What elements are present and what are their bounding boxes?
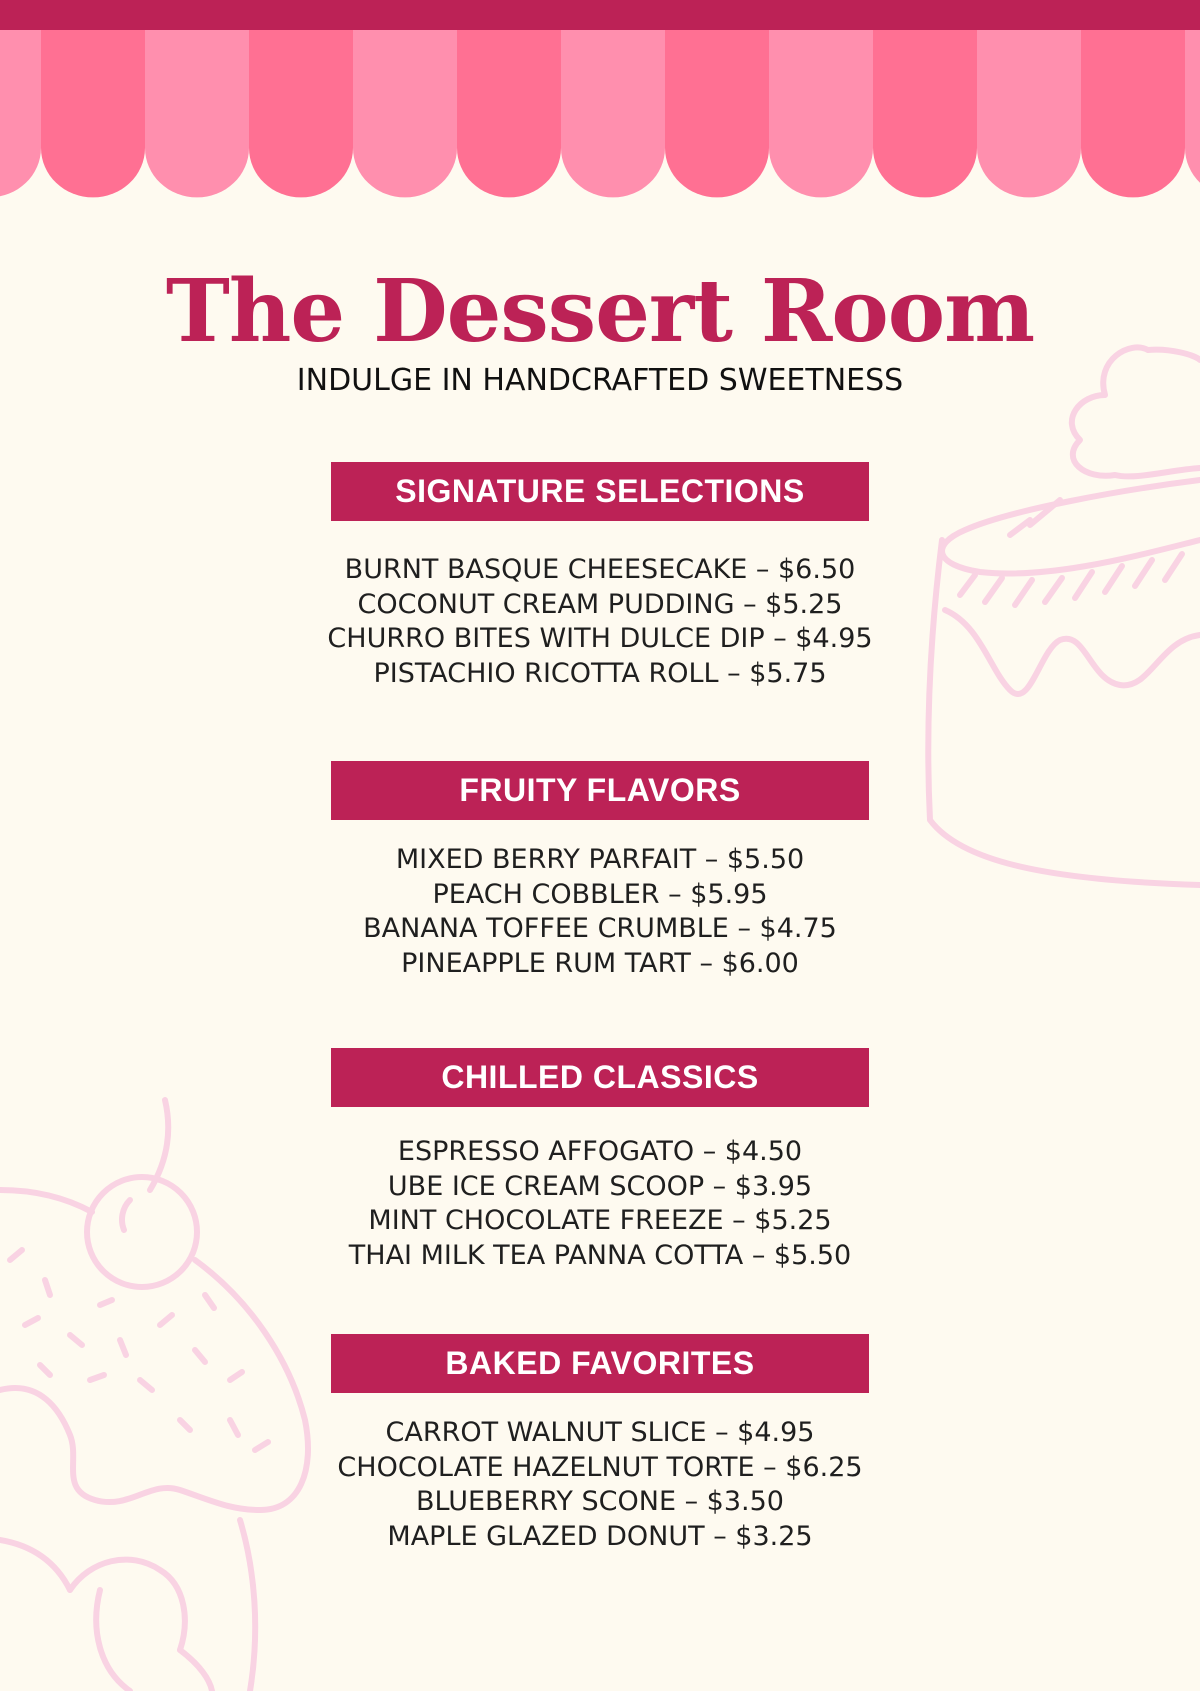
menu-item: PINEAPPLE RUM TART – $6.00 bbox=[401, 948, 799, 980]
section-items-chilled-classics bbox=[0, 1135, 1200, 1274]
section-header-signature-selections: SIGNATURE SELECTIONS bbox=[331, 462, 869, 521]
menu-item: CHOCOLATE HAZELNUT TORTE – $6.25 bbox=[337, 1451, 863, 1483]
menu-item: BURNT BASQUE CHEESECAKE – $6.50 bbox=[344, 554, 856, 585]
section-items-signature-selections bbox=[0, 553, 1200, 692]
awning-stripe bbox=[41, 20, 145, 197]
section-header-chilled-classics: CHILLED CLASSICS bbox=[331, 1048, 869, 1107]
awning-stripe bbox=[1081, 20, 1185, 197]
awning-stripe bbox=[0, 20, 41, 197]
menu-tagline: INDULGE IN HANDCRAFTED SWEETNESS bbox=[296, 363, 904, 398]
menu-item: CARROT WALNUT SLICE – $4.95 bbox=[385, 1417, 815, 1448]
awning-stripe bbox=[665, 20, 769, 197]
menu-item: ESPRESSO AFFOGATO – $4.50 bbox=[397, 1136, 803, 1167]
section-header-fruity-flavors: FRUITY FLAVORS bbox=[331, 761, 869, 820]
menu-item: COCONUT CREAM PUDDING – $5.25 bbox=[357, 588, 843, 620]
menu-item: PISTACHIO RICOTTA ROLL – $5.75 bbox=[373, 658, 827, 690]
awning-stripe bbox=[353, 20, 457, 197]
awning-stripe bbox=[145, 20, 249, 197]
menu-item: BLUEBERRY SCONE – $3.50 bbox=[416, 1486, 784, 1518]
awning-stripe bbox=[873, 20, 977, 197]
menu-title: The Dessert Room bbox=[165, 261, 1035, 362]
awning-stripe bbox=[561, 20, 665, 197]
awning-stripe bbox=[457, 20, 561, 197]
section-items-fruity-flavors bbox=[0, 843, 1200, 982]
menu-item: MAPLE GLAZED DONUT – $3.25 bbox=[387, 1521, 813, 1553]
section-header-baked-favorites: BAKED FAVORITES bbox=[331, 1334, 869, 1393]
menu-item: MIXED BERRY PARFAIT – $5.50 bbox=[395, 844, 805, 875]
menu-item: BANANA TOFFEE CRUMBLE – $4.75 bbox=[363, 913, 837, 945]
menu-item: UBE ICE CREAM SCOOP – $3.95 bbox=[387, 1170, 813, 1202]
menu-item: PEACH COBBLER – $5.95 bbox=[432, 878, 768, 910]
awning-stripe bbox=[1185, 20, 1200, 197]
menu-item: THAI MILK TEA PANNA COTTA – $5.50 bbox=[348, 1240, 852, 1272]
awning-stripe bbox=[249, 20, 353, 197]
awning-stripe bbox=[977, 20, 1081, 197]
menu-item: MINT CHOCOLATE FREEZE – $5.25 bbox=[368, 1205, 832, 1237]
awning-stripe bbox=[769, 20, 873, 197]
awning-decoration bbox=[0, 0, 1200, 210]
section-items-baked-favorites bbox=[0, 1416, 1200, 1555]
menu-item: CHURRO BITES WITH DULCE DIP – $4.95 bbox=[327, 623, 873, 655]
